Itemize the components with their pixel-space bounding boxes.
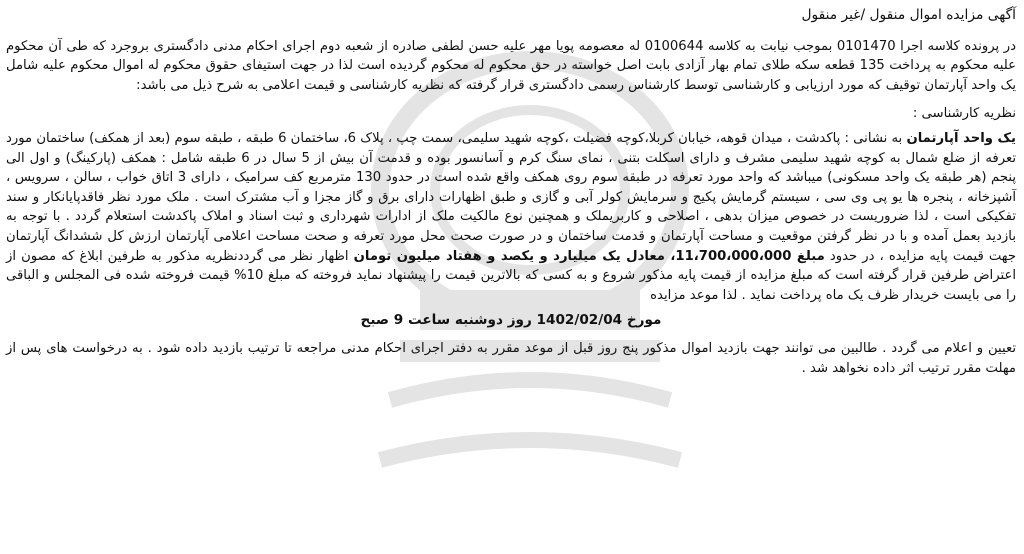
notice-document: [6, 6, 1016, 378]
auction-date: مورخ 1402/02/04 روز دوشنبه ساعت 9 صبح: [360, 312, 662, 329]
notice-title: آگهی مزایده اموال منقول /غیر منقول: [801, 7, 1016, 23]
intro-paragraph: در پرونده کلاسه اجرا 0101470 بموجب نیابت به کلاسه 0100644 له معصومه پویا مهر علیه حسن لطفی صادره از شعبه دوم اجرای احکام مدنی دادگستری بروجرد که طی آن محکوم علیه محکوم به پرداخت 135 قطعه سکه طلای تمام بهار آزادی بابت اصل خواسته در حق محکوم له محکوم گردیده است لذا در جهت استیفای حقوق محکوم له اموال محکوم علیه شامل یک واحد آپارتمان توقیف که مورد ارزیابی و کارشناسی توسط کارشناس رسمی دادگستری قرار گرفته که نظریه کارشناسی و قیمت اعلامی به شرح ذیل می باشد:: [6, 38, 1017, 93]
property-description: به نشانی : پاکدشت ، میدان قوهه، خیابان کربلا،کوچه فضیلت ،کوچه شهید سلیمی، سمت چپ ، پلاک 6، ساختمان 6 طبقه ، طبقه سوم (بعد از همکف) ساختمان مورد تعرفه از ضلع شمال به کوچه شهید سلیمی مشرف و دارای اسکلت بتنی ، نمای سنگ کرم و آسانسور بوده و قدمت آن بیش از 5 سال در 6 طبقه شامل : همکف (پارکینگ) و اول الی پنجم (هر طبقه یک واحد مسکونی) میباشد که واحد مورد تعرفه در طبقه سوم روی همکف واقع شده است در حدود 130 مترمربع کف سرامیک ، دارای 3 اتاق خواب ، سالن ، سرویس ، آشپزخانه ، پنجره ها یو پی وی سی ، سیستم گرمایش پکیج و سرمایش کولر آبی و گازی و طبق اظهارات دارای برق و گاز مجزا و آب مشترک است . ملک مورد نظر فاقدپایانکار و سند تفکیکی است ، لذا ضروریست در خصوص میزان بدهی ، اصلاحی و کاربریملک و همچنین نوع مالکیت ملک از ادارات شهرداری و ثبت اسناد و املاک پاکدشت استعلام گردد . با توجه به بازدید بعمل آمده و با در نظر گرفتن موقعیت و مساحت آپارتمان و قدمت ساختمان و در صورت صحت محل مورد تعرفه و صحت مساحت اعلامی آپارتمان ارزش کل ششدانگ آپارتمان جهت قیمت پایه مزایده ، در حدود: [6, 130, 1016, 264]
closing-paragraph: تعیین و اعلام می گردد . طالبین می توانند جهت بازدید اموال مذکور پنج روز قبل از موعد مقرر به دفتر اجرای احکام مدنی مراجعه تا ترتیب بازدید داده شود . به درخواست های پس از مهلت مقرر ترتیب اثر داده نخواهد شد .: [6, 340, 1016, 376]
auction-terms: اظهار نظر می گرددنظریه مذکور به طرفین ابلاغ که مصون از اعتراض طرفین قرار گرفته است که مبلغ مزایده از قیمت پایه مذکور شروع و به کسی که بالاترین قیمت را پیشنهاد نماید فروخته که مبلغ 10% قیمت فروخته شده فی المجلس و الباقی را می بایست خریدار ظرف یک ماه پرداخت نماید . لذا موعد مزایده: [6, 248, 1016, 303]
expert-opinion-label: نظریه کارشناسی :: [912, 106, 1016, 122]
main-paragraph: [6, 129, 1016, 305]
property-lead: یک واحد آپارتمان: [906, 130, 1016, 146]
base-price: مبلغ 11،700،000،000، معادل یک میلیارد و یکصد و هفتاد میلیون تومان: [353, 248, 825, 264]
